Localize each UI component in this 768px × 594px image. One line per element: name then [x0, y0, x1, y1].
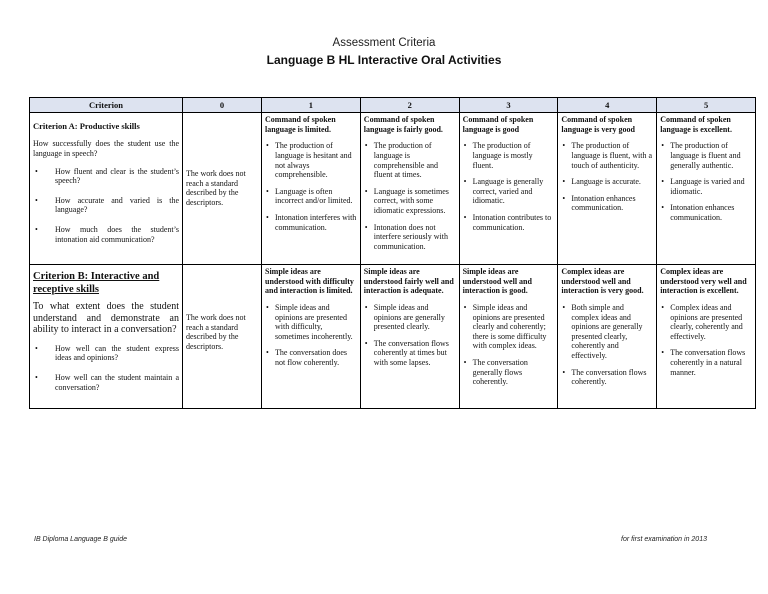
criterion-b-subquestion: • How well can the student express ideas and opinions? — [35, 343, 179, 363]
criterion-a-subquestion: • How fluent and clear is the student’s speech? — [35, 166, 179, 186]
descriptor-point: • Both simple and complex ideas and opinions are generally presented clearly, coherently and effectively. — [561, 303, 653, 361]
descriptor-point: • Language is accurate. — [561, 177, 653, 187]
criterion-a-level-5: Command of spoken language is excellent. • The production of language is fluent and generally authentic. • Language is varied and idiomatic. • Intonation enhances communication. — [657, 113, 756, 265]
descriptor-point: • The conversation does not flow coherently. — [265, 348, 357, 367]
footer-guide-name: IB Diploma Language B guide — [34, 536, 128, 543]
criterion-a-level-0: The work does not reach a standard described by the descriptors. — [183, 113, 262, 265]
criterion-a-title: Criterion A: Productive skills — [33, 121, 140, 132]
criterion-a-subquestion: • How much does the student’s intonation aid communication? — [35, 224, 179, 244]
criterion-a-cell — [30, 113, 183, 265]
assessment-rubric-table — [29, 97, 756, 409]
criterion-b-level-4: Complex ideas are understood well and interaction is very good. • Both simple and complex ideas and opinions are generally presented clearly, coherently and effectively. • The conversation flows coherently. — [558, 265, 657, 409]
criterion-b-subquestion: • How well can the student maintain a conversation? — [35, 373, 179, 392]
descriptor-point: • Simple ideas and opinions are presented clearly and coherently; there is some difficulty with complex ideas. — [463, 303, 555, 351]
criterion-b-level-3: Simple ideas are understood well and interaction is good. • Simple ideas and opinions are presented clearly and coherently; there is some difficulty with complex ideas. • The conversation generally flows coherently. — [459, 265, 558, 409]
descriptor-point: • The production of language is hesitant and not always comprehensible. — [265, 141, 357, 179]
descriptor-point: • Intonation enhances communication. — [561, 194, 653, 213]
descriptor-point: • The production of language is comprehensible and fluent at times. — [364, 141, 456, 179]
criterion-b-question: To what extent does the student understand and demonstrate an ability to interact in a conversation? — [33, 301, 179, 336]
criterion-b-level-1: Simple ideas are understood with difficulty and interaction is limited. • Simple ideas and opinions are presented with difficulty, sometimes incoherently. • The conversation does not flow coherently. — [262, 265, 361, 409]
criterion-a-row — [30, 113, 756, 265]
criterion-b-row — [30, 265, 756, 409]
criterion-a-level-1: Command of spoken language is limited. • The production of language is hesitant and not always comprehensible. • Language is often incorrect and/or limited. • Intonation interferes with communication. — [262, 113, 361, 265]
descriptor-point: • The conversation generally flows coherently. — [463, 358, 555, 387]
descriptor-point: • The conversation flows coherently. — [561, 368, 653, 387]
descriptor-point: • Language is generally correct, varied and idiomatic. — [463, 177, 555, 206]
criterion-a-subquestion: • How accurate and varied is the language? — [35, 195, 179, 215]
descriptor-point: • Simple ideas and opinions are generally presented clearly. — [364, 303, 456, 332]
criterion-b-level-5: Complex ideas are understood very well and interaction is excellent. • Complex ideas and opinions are presented clearly, coherently and effectively. • The conversation flows coherently in a natural manner. — [657, 265, 756, 409]
header-row — [30, 98, 756, 113]
descriptor-point: • The production of language is fluent, with a touch of authenticity. — [561, 141, 653, 170]
descriptor-point: • Intonation contributes to communication. — [463, 213, 555, 232]
descriptor-point: • The production of language is fluent and generally authentic. — [660, 141, 752, 170]
header-level-4: 4 — [558, 98, 657, 113]
criterion-b-cell — [30, 265, 183, 409]
descriptor-point: • Complex ideas and opinions are presented clearly, coherently and effectively. — [660, 303, 752, 341]
criterion-a-level-4: Command of spoken language is very good • The production of language is fluent, with a touch of authenticity. • Language is accurate. • Intonation enhances communication. — [558, 113, 657, 265]
descriptor-point: • The conversation flows coherently in a natural manner. — [660, 348, 752, 377]
descriptor-point: • The production of language is mostly fluent. — [463, 141, 555, 170]
descriptor-point: • Simple ideas and opinions are presented with difficulty, sometimes incoherently. — [265, 303, 357, 341]
document-subtitle: Language B HL Interactive Oral Activities — [266, 53, 502, 67]
header-level-2: 2 — [360, 98, 459, 113]
header-level-1: 1 — [262, 98, 361, 113]
document-title: Assessment Criteria — [332, 37, 436, 49]
criterion-a-question: How successfully does the student use the language in speech? — [33, 139, 179, 158]
criterion-b-level-2: Simple ideas are understood fairly well and interaction is adequate. • Simple ideas and opinions are generally presented clearly. • The conversation flows coherently at times but with some lapses. — [360, 265, 459, 409]
descriptor-point: • Intonation interferes with communication. — [265, 213, 357, 232]
criterion-b-title: Criterion B: Interactive and receptive skills — [33, 271, 160, 295]
header-level-3: 3 — [459, 98, 558, 113]
header-level-5: 5 — [657, 98, 756, 113]
footer-exam-note: for first examination in 2013 — [621, 536, 707, 543]
criterion-b-level-0: The work does not reach a standard described by the descriptors. — [183, 265, 262, 409]
descriptor-point: • Language is often incorrect and/or limited. — [265, 187, 357, 206]
criterion-a-level-2: Command of spoken language is fairly good. • The production of language is comprehensible and fluent at times. • Language is sometimes correct, with some idiomatic expressions. • Intonation does not interfere seriously with communication. — [360, 113, 459, 265]
descriptor-point: • Language is sometimes correct, with some idiomatic expressions. — [364, 187, 456, 216]
descriptor-point: • Intonation enhances communication. — [660, 203, 752, 222]
header-criterion: Criterion — [30, 98, 183, 113]
descriptor-point: • The conversation flows coherently at times but with some lapses. — [364, 339, 456, 368]
descriptor-point: • Intonation does not interfere seriously with communication. — [364, 223, 456, 252]
descriptor-point: • Language is varied and idiomatic. — [660, 177, 752, 196]
header-level-0: 0 — [183, 98, 262, 113]
criterion-a-level-3: Command of spoken language is good • The production of language is mostly fluent. • Language is generally correct, varied and idiomatic. • Intonation contributes to communication. — [459, 113, 558, 265]
